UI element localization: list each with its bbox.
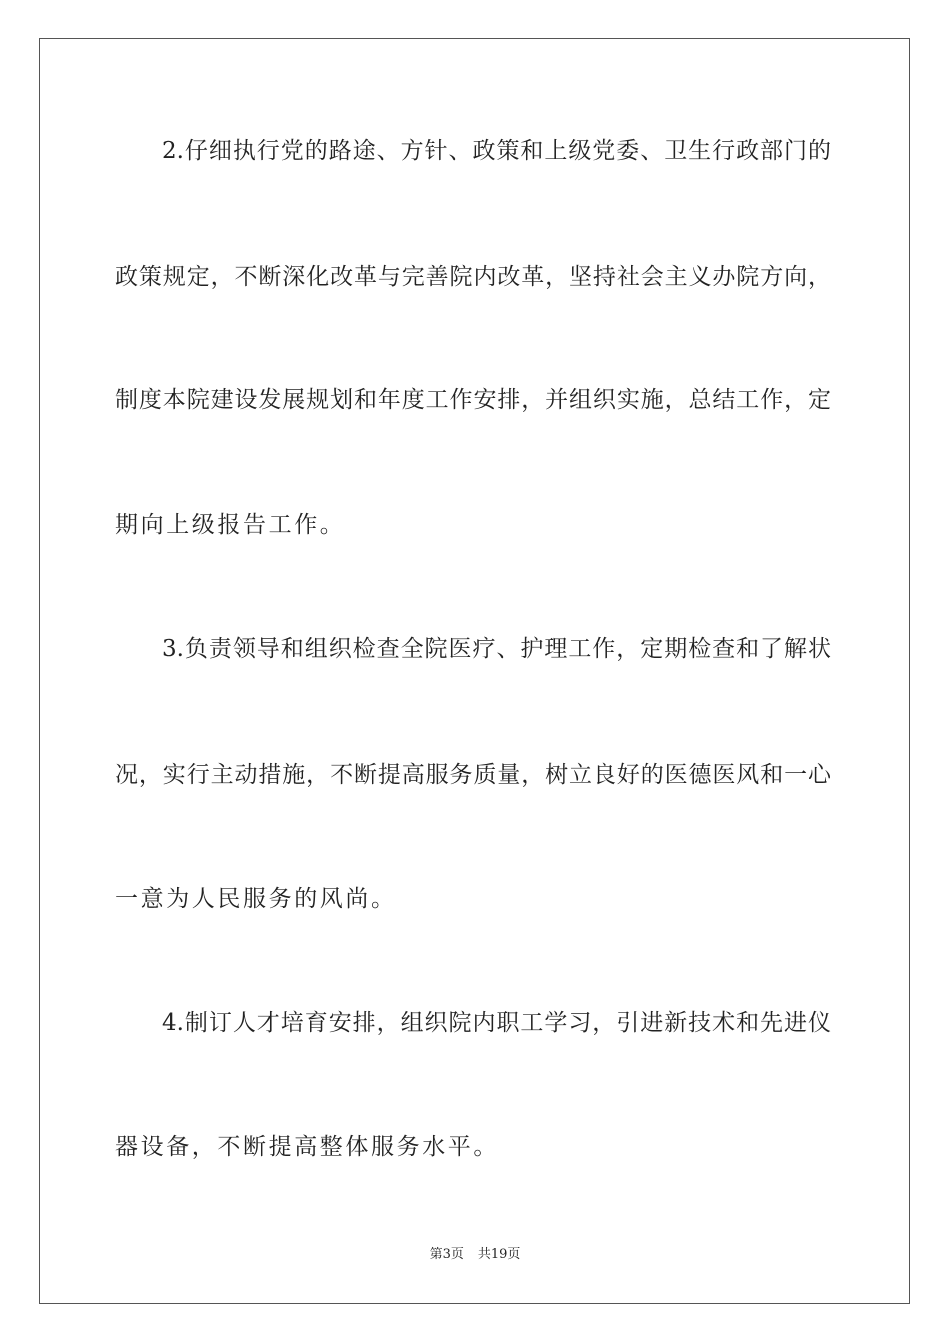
page-border [39, 38, 910, 1304]
paragraph-2-line-3: 制度本院建设发展规划和年度工作安排，并组织实施，总结工作，定 [115, 387, 831, 413]
paragraph-2-line-1: 2.仔细执行党的路途、方针、政策和上级党委、卫生行政部门的 [162, 138, 831, 164]
paragraph-2-line-4: 期向上级报告工作。 [115, 512, 346, 538]
page-total: 共19页 [477, 1247, 521, 1262]
paragraph-2-line-2: 政策规定，不断深化改革与完善院内改革，坚持社会主义办院方向， [115, 264, 831, 290]
paragraph-4-line-2: 器设备，不断提高整体服务水平。 [115, 1134, 499, 1160]
paragraph-3-line-3: 一意为人民服务的风尚。 [115, 886, 397, 912]
paragraph-3-line-2: 况，实行主动措施，不断提高服务质量，树立良好的医德医风和一心 [115, 762, 831, 788]
paragraph-4-line-1: 4.制订人才培育安排，组织院内职工学习，引进新技术和先进仪 [162, 1010, 831, 1036]
paragraph-3-line-1: 3.负责领导和组织检查全院医疗、护理工作，定期检查和了解状 [162, 636, 831, 662]
page-footer [0, 1246, 950, 1264]
page-number: 第3页 [429, 1247, 464, 1262]
